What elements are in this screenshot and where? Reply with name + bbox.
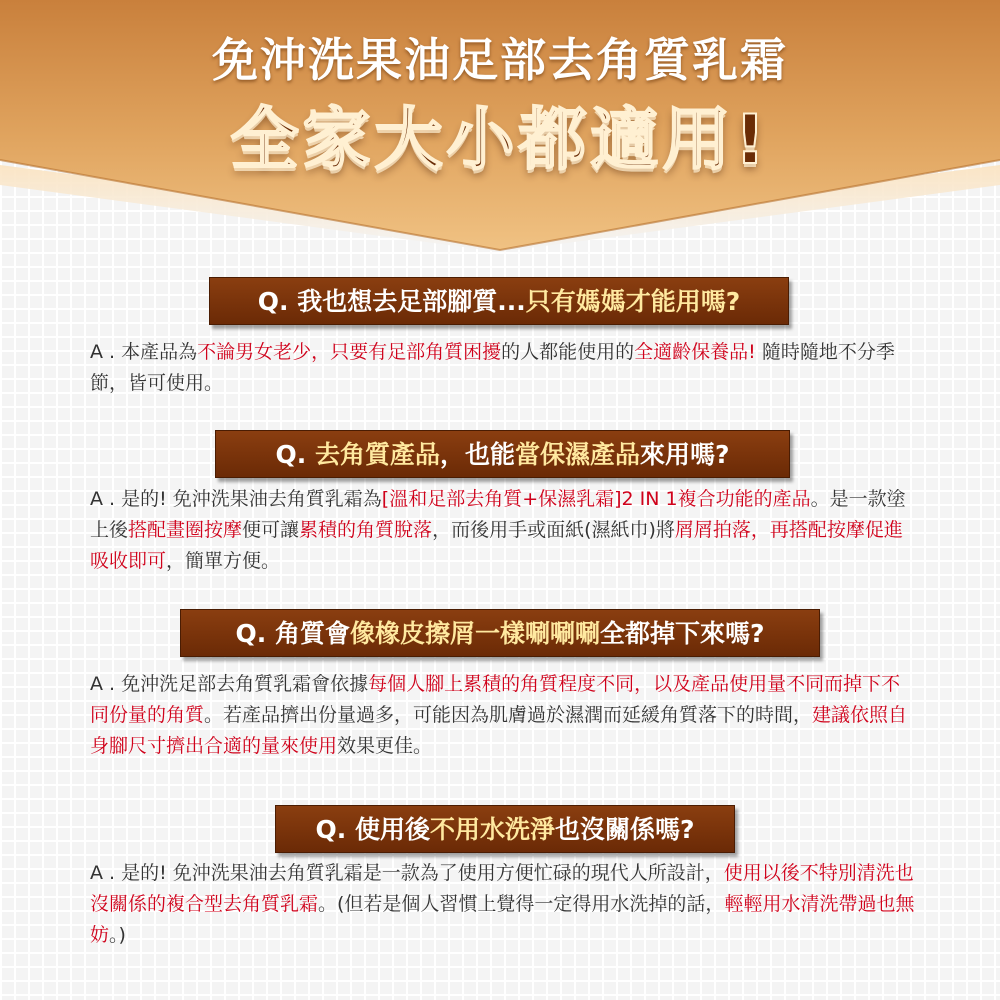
answer-segment: ，而後用手或面紙(濕紙巾)將 xyxy=(432,519,675,541)
question-box xyxy=(275,805,735,853)
answer-segment: 。(但若是個人習慣上覺得一定得用水洗掉的話， xyxy=(318,893,725,915)
question-highlight: 當保濕產品 xyxy=(514,440,640,469)
answer-highlight: 搭配畫圈按摩 xyxy=(128,519,243,541)
question-text: ，也能 xyxy=(439,440,515,469)
answer-segment: A . 本產品為 xyxy=(90,341,198,363)
answer-text xyxy=(90,337,915,399)
answer-text xyxy=(90,669,915,762)
answer-segment: 。是一款塗上後 xyxy=(90,488,906,541)
answer-highlight: 不論男女老少，只要有足部角質困擾 xyxy=(197,341,502,363)
question-highlight: 去角質產品 xyxy=(314,440,440,469)
answer-highlight: 屑屑拍落，再搭配按摩促進吸收即可 xyxy=(90,519,903,572)
answer-highlight: [溫和足部去角質+保濕乳霜]2 IN 1複合功能的產品 xyxy=(381,488,811,510)
answer-highlight: 全適齡保養品! xyxy=(634,341,756,363)
answer-segment: 便可讓 xyxy=(242,519,300,541)
question-box xyxy=(215,430,790,478)
answer-segment: 。若產品擠出份量過多，可能因為肌膚過於濕潤而延緩角質落下的時間， xyxy=(204,704,813,726)
answer-segment: A . 免沖洗足部去角質乳霜會依據 xyxy=(90,673,369,695)
answer-highlight: 建議依照自身腳尺寸擠出合適的量來使用 xyxy=(90,704,908,757)
answer-segment: 。) xyxy=(109,924,126,946)
answer-text xyxy=(90,858,915,951)
answer-highlight: 累積的角質脫落 xyxy=(299,519,433,541)
answer-segment: A . 是的! 免沖洗果油去角質乳霜是一款為了使用方便忙碌的現代人所設計， xyxy=(90,862,724,884)
answer-segment: 的人都能使用的 xyxy=(501,341,635,363)
banner-title: 免沖洗果油足部去角質乳霜 xyxy=(212,33,788,87)
question-highlight: 不用水洗淨 xyxy=(429,815,555,844)
answer-highlight: 每個人腳上累積的角質程度不同，以及產品使用量不同而掉下不同份量的角質 xyxy=(90,673,901,726)
answer-segment: A . 是的! 免沖洗果油去角質乳霜為 xyxy=(90,488,382,510)
answer-highlight: 輕輕用水清洗帶過也無妨 xyxy=(90,893,915,946)
question-highlight: 只有媽媽才能用嗎? xyxy=(525,287,741,316)
question-text: Q. xyxy=(275,440,315,469)
question-highlight: 像橡皮擦屑一樣唰唰唰 xyxy=(349,619,600,648)
banner-slogan: 全家大小都適用! xyxy=(230,101,770,180)
question-text: 全都掉下來嗎? xyxy=(599,619,765,648)
question-box xyxy=(180,609,820,657)
question-text: Q. 我也想去足部腳質... xyxy=(257,287,526,316)
answer-text xyxy=(90,484,915,577)
question-text: 也沒關係嗎? xyxy=(554,815,695,844)
question-text: Q. 角質會 xyxy=(235,619,350,648)
answer-segment: ，簡單方便。 xyxy=(166,550,281,572)
answer-segment: 效果更佳。 xyxy=(337,735,433,757)
question-text: 來用嗎? xyxy=(639,440,730,469)
question-box xyxy=(209,277,789,325)
question-text: Q. 使用後 xyxy=(315,815,430,844)
answer-segment: 隨時隨地不分季節，皆可使用。 xyxy=(90,341,895,394)
answer-highlight: 使用以後不特別清洗也沒關係的複合型去角質乳霜 xyxy=(90,862,914,915)
